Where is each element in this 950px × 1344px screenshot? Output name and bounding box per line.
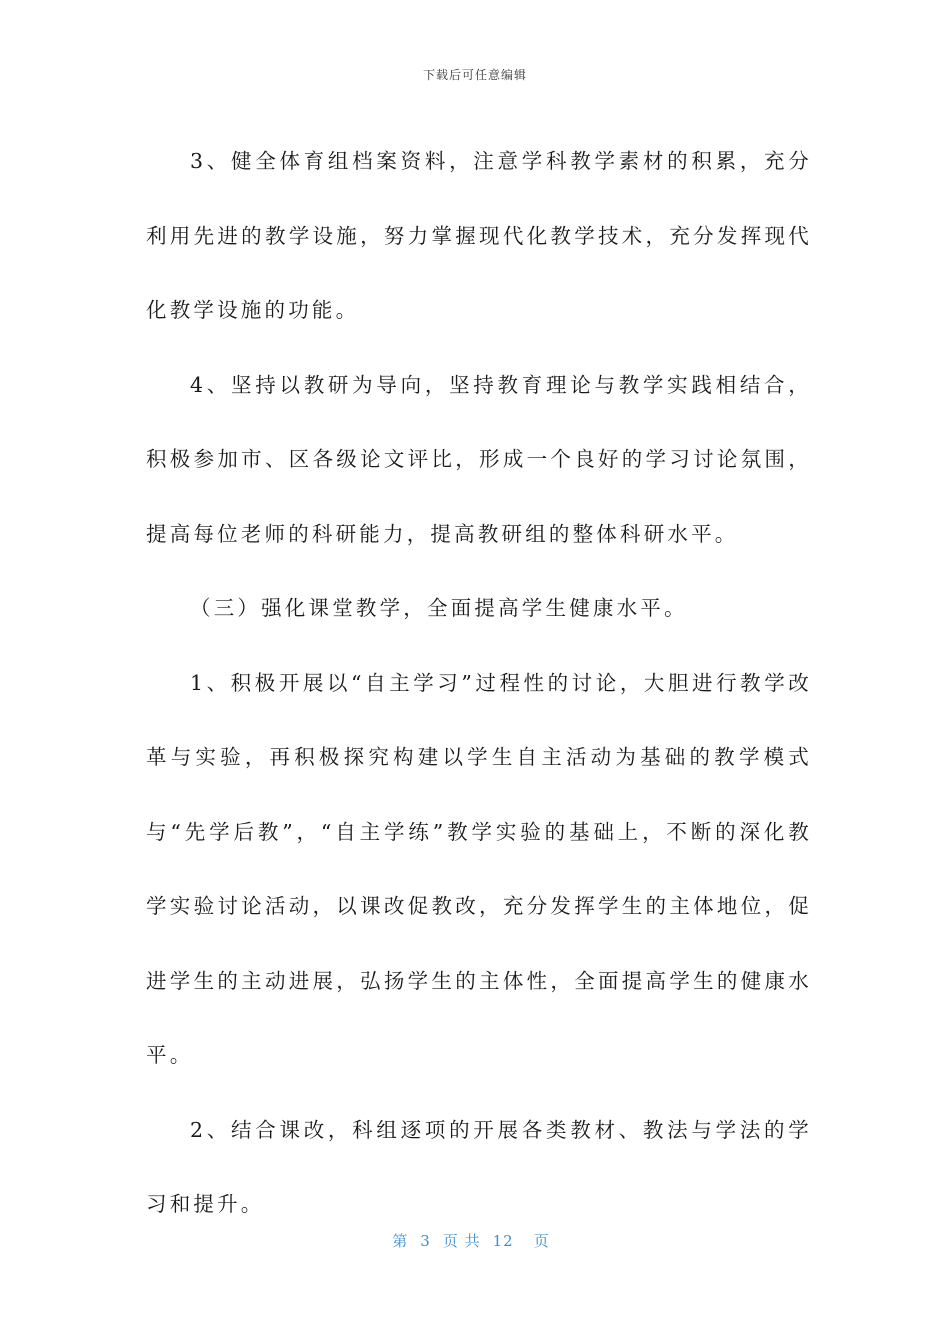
paragraph-item-3: 3、健全体育组档案资料，注意学科教学素材的积累，充分利用先进的教学设施，努力掌握现代化教学技术，充分发挥现代化教学设施的功能。: [146, 149, 812, 322]
document-body: [146, 124, 812, 1242]
paragraph-item-1: 1、积极开展以“自主学习”过程性的讨论，大胆进行教学改革与实验，再积极探究构建以学生自主活动为基础的教学模式与“先学后教”，“自主学练”教学实验的基础上，不断的深化教学实验讨论活动，以课改促教改，充分发挥学生的主体地位，促进学生的主动进展，弘扬学生的主体性，全面提高学生的健康水平。: [146, 670, 812, 1067]
footer-prefix: 第: [392, 1232, 409, 1250]
total-page-number: 12: [492, 1232, 514, 1250]
footer-suffix: 页: [533, 1232, 550, 1250]
page-number-footer: [0, 1230, 950, 1251]
paragraph-item-2: 2、结合课改，科组逐项的开展各类教材、教法与学法的学习和提升。: [146, 1117, 812, 1216]
section-heading-3: （三）强化课堂教学，全面提高学生健康水平。: [190, 596, 688, 620]
footer-middle: 页 共: [442, 1232, 481, 1250]
current-page-number: 3: [420, 1232, 431, 1250]
paragraph-item-4: 4、坚持以教研为导向，坚持教育理论与教学实践相结合，积极参加市、区各级论文评比，形成一个良好的学习讨论氛围，提高每位老师的科研能力，提高教研组的整体科研水平。: [146, 372, 812, 546]
header-note: 下载后可任意编辑: [422, 68, 527, 82]
